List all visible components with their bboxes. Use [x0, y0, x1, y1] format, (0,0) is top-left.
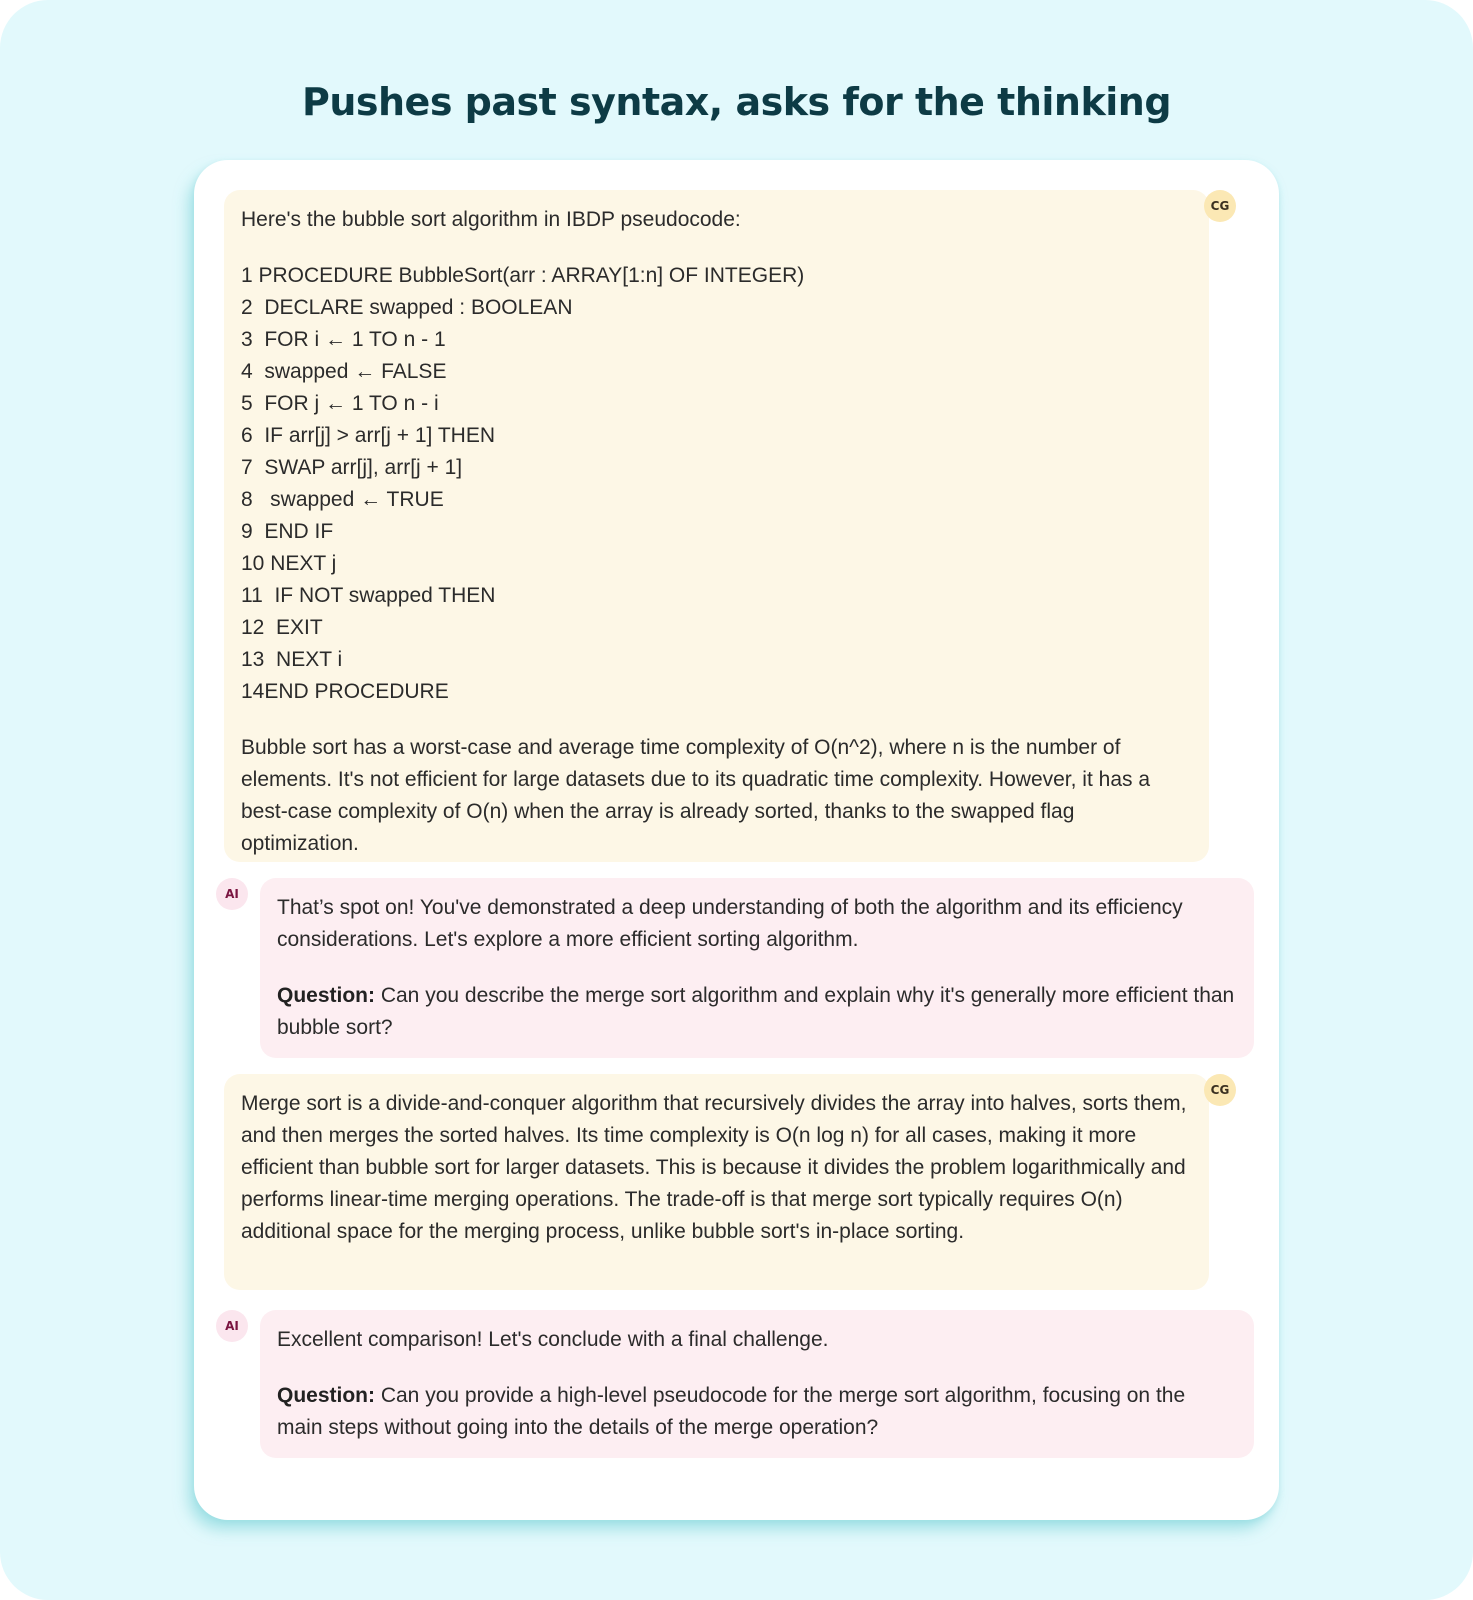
code-line: 2 DECLARE swapped : BOOLEAN	[241, 296, 573, 319]
question-label: Question:	[277, 1384, 375, 1407]
code-line: 8 swapped ← TRUE	[241, 488, 444, 511]
message-outro: Bubble sort has a worst-case and average time complexity of O(n^2), where n is the number of elements. It's not efficient for large datasets due to its quadratic time complexity. However, it has a best-case complexity of O(n) when the array is already sorted, thanks to the swapped flag optimization.	[241, 736, 1151, 855]
ai-avatar: AI	[216, 1310, 248, 1342]
question-label: Question:	[277, 984, 375, 1007]
message-text: Merge sort is a divide-and-conquer algorithm that recursively divides the array into halves, sorts them, and then merges the sorted halves. Its time complexity is O(n log n) for all cases, making it more efficient than bubble sort for larger datasets. This is because it divides the problem logarithmically and performs linear-time merging operations. The trade-off is that merge sort typically requires O(n) additional space for the merging process, unlike bubble sort's in-place sorting.	[241, 1092, 1187, 1243]
student-avatar: CG	[1204, 1074, 1236, 1106]
code-line: 10 NEXT j	[241, 552, 337, 575]
code-line: 12 EXIT	[241, 616, 323, 639]
student-avatar: CG	[1204, 190, 1236, 222]
code-line: 1 PROCEDURE BubbleSort(arr : ARRAY[1:n] OF INTEGER)	[241, 264, 805, 287]
ai-message	[260, 1310, 1254, 1458]
question-text: Can you describe the merge sort algorithm and explain why it's generally more efficient than bubble sort?	[277, 984, 1235, 1039]
code-line: 13 NEXT i	[241, 648, 343, 671]
message-intro: Here's the bubble sort algorithm in IBDP pseudocode:	[241, 208, 741, 231]
message-question	[277, 980, 1236, 1044]
message-text: Excellent comparison! Let's conclude with a final challenge.	[277, 1328, 829, 1351]
page-title: Pushes past syntax, asks for the thinking	[301, 80, 1172, 124]
code-line: 5 FOR j ← 1 TO n - i	[241, 392, 439, 415]
student-message	[224, 1074, 1209, 1290]
message-text: That’s spot on! You've demonstrated a deep understanding of both the algorithm and its efficiency considerations. Let's explore a more efficient sorting algorithm.	[277, 896, 1183, 951]
chat-card	[194, 160, 1279, 1520]
code-line: 11 IF NOT swapped THEN	[241, 584, 496, 607]
ai-message	[260, 878, 1254, 1058]
code-line: 6 IF arr[j] > arr[j + 1] THEN	[241, 424, 496, 447]
ai-avatar: AI	[216, 878, 248, 910]
code-line: 14END PROCEDURE	[241, 680, 449, 703]
message-question	[277, 1380, 1236, 1444]
code-line: 9 END IF	[241, 520, 334, 543]
code-line: 7 SWAP arr[j], arr[j + 1]	[241, 456, 463, 479]
code-line: 3 FOR i ← 1 TO n - 1	[241, 328, 446, 351]
student-message	[224, 190, 1209, 862]
code-block	[241, 260, 1191, 708]
code-line: 4 swapped ← FALSE	[241, 360, 447, 383]
question-text: Can you provide a high-level pseudocode for the merge sort algorithm, focusing on the main steps without going into the details of the merge operation?	[277, 1384, 1186, 1439]
